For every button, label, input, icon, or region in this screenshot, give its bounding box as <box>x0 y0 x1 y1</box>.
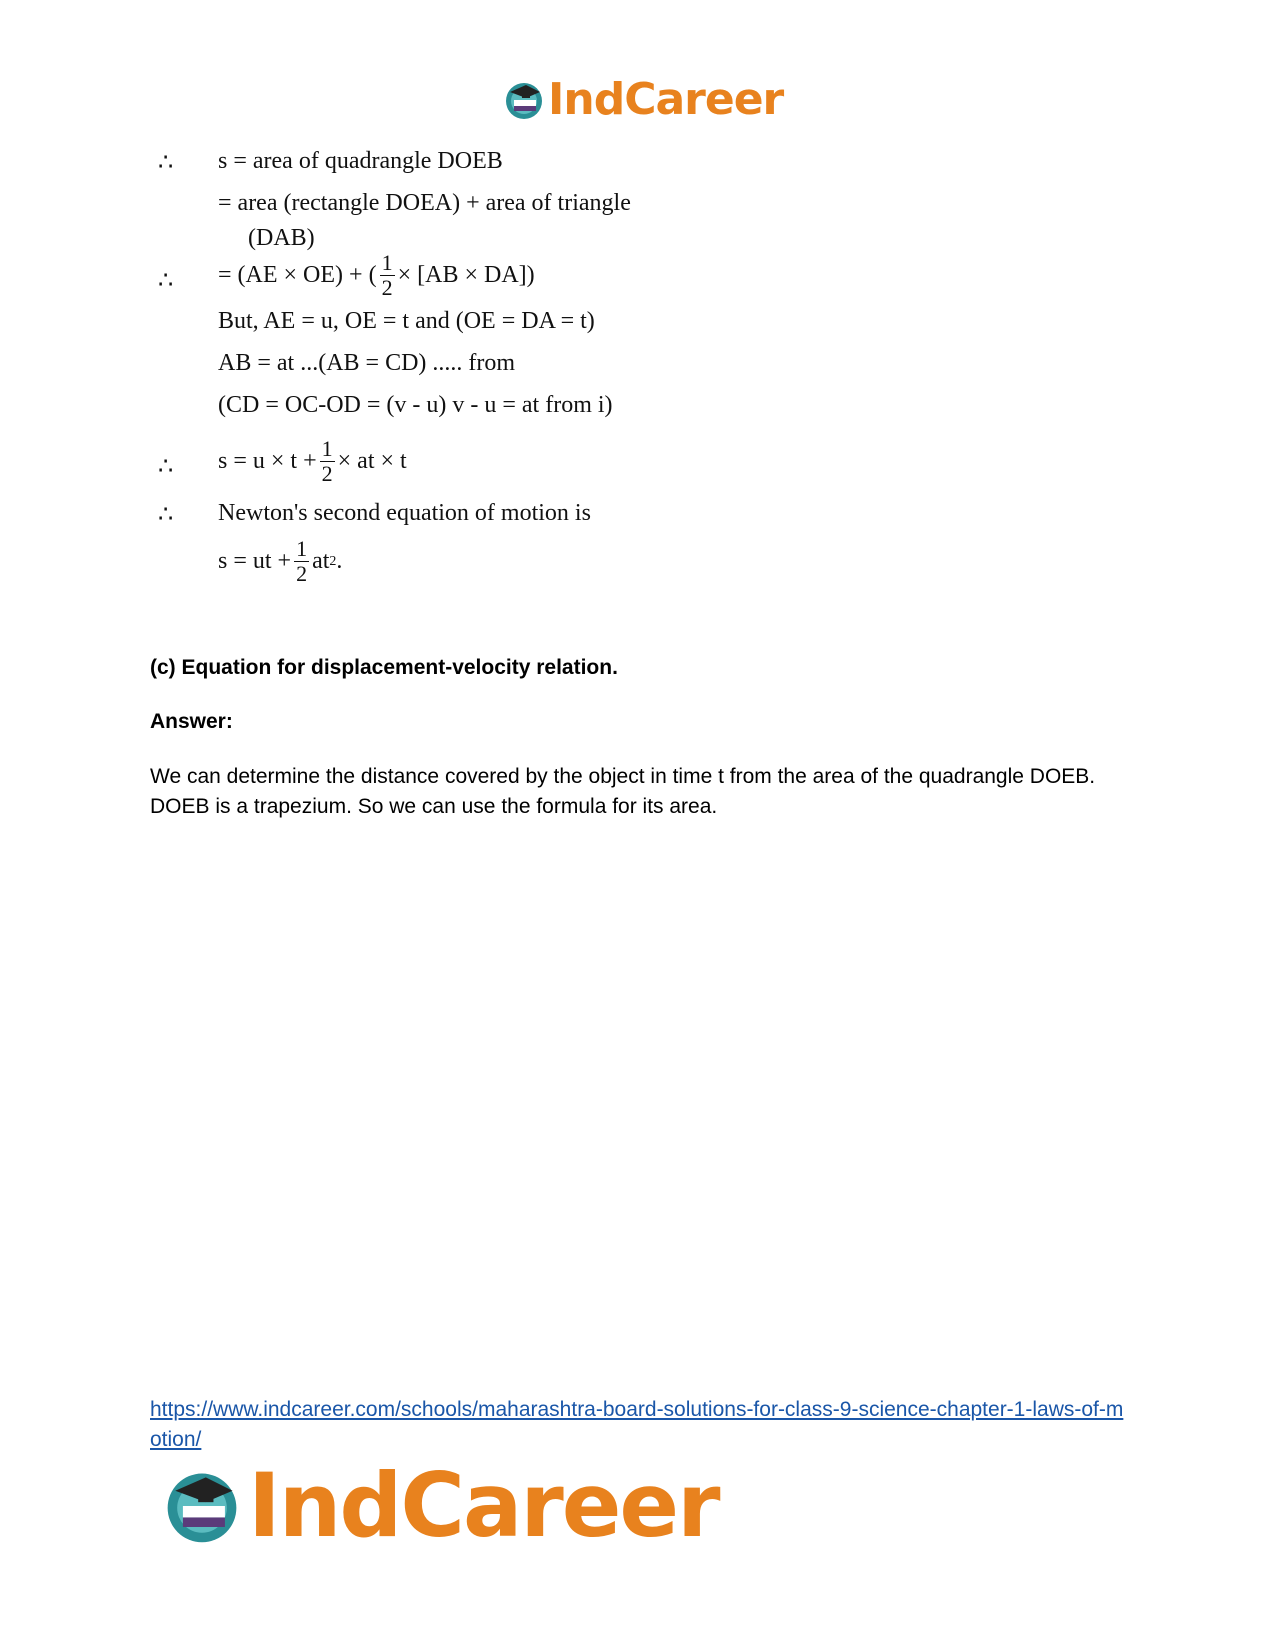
source-link[interactable]: https://www.indcareer.com/schools/maharashtra-board-solutions-for-class-9-science-chapter-1-laws-of-motion/ <box>150 1398 1124 1451</box>
footer-logo <box>160 1454 719 1557</box>
globe-graduation-icon <box>502 78 546 122</box>
fraction-denominator: 2 <box>321 461 333 486</box>
math-line-8: Newton's second equation of motion is <box>218 500 591 526</box>
fraction-half <box>320 438 335 485</box>
math-line-9-pre: s = ut + <box>218 548 292 574</box>
math-line-7 <box>218 438 407 485</box>
fraction-numerator: 1 <box>381 250 393 275</box>
fraction-numerator: 1 <box>321 436 333 461</box>
math-line-9-end: . <box>336 548 343 574</box>
math-line-9 <box>218 538 342 585</box>
exponent: 2 <box>329 553 337 569</box>
therefore-symbol: ∴ <box>158 268 174 294</box>
logo-text: IndCareer <box>248 1454 719 1557</box>
fraction-denominator: 2 <box>296 561 308 586</box>
math-line-7-pre: s = u × t + <box>218 448 317 474</box>
math-line-5: AB = at ...(AB = CD) ..... from <box>218 350 516 376</box>
answer-label: Answer: <box>150 710 233 733</box>
fraction-half <box>380 252 395 299</box>
therefore-symbol: ∴ <box>158 150 174 176</box>
math-line-3-post: × [AB × DA]) <box>397 262 535 288</box>
therefore-symbol: ∴ <box>158 502 174 528</box>
math-line-6: (CD = OC-OD = (v - u) v - u = at from i) <box>218 392 613 418</box>
globe-graduation-icon <box>160 1464 244 1548</box>
math-line-9-post: at <box>312 548 330 574</box>
therefore-symbol: ∴ <box>158 454 174 480</box>
math-line-2b: (DAB) <box>248 225 315 251</box>
header-logo <box>502 74 784 125</box>
math-line-2a: = area (rectangle DOEA) + area of triangle <box>218 190 631 216</box>
fraction-half <box>294 538 309 585</box>
math-line-1: s = area of quadrangle DOEB <box>218 148 503 174</box>
logo-text: IndCareer <box>548 74 784 125</box>
math-line-4: But, AE = u, OE = t and (OE = DA = t) <box>218 308 595 334</box>
math-line-3-pre: = (AE × OE) + ( <box>218 262 377 288</box>
fraction-denominator: 2 <box>381 275 393 300</box>
math-line-7-post: × at × t <box>337 448 407 474</box>
section-heading: (c) Equation for displacement-velocity relation. <box>150 656 618 679</box>
math-line-3 <box>218 252 535 299</box>
answer-paragraph: We can determine the distance covered by the object in time t from the area of the quadrangle DOEB. DOEB is a trapezium. So we can use the formula for its area. <box>150 765 1096 818</box>
fraction-numerator: 1 <box>296 536 308 561</box>
